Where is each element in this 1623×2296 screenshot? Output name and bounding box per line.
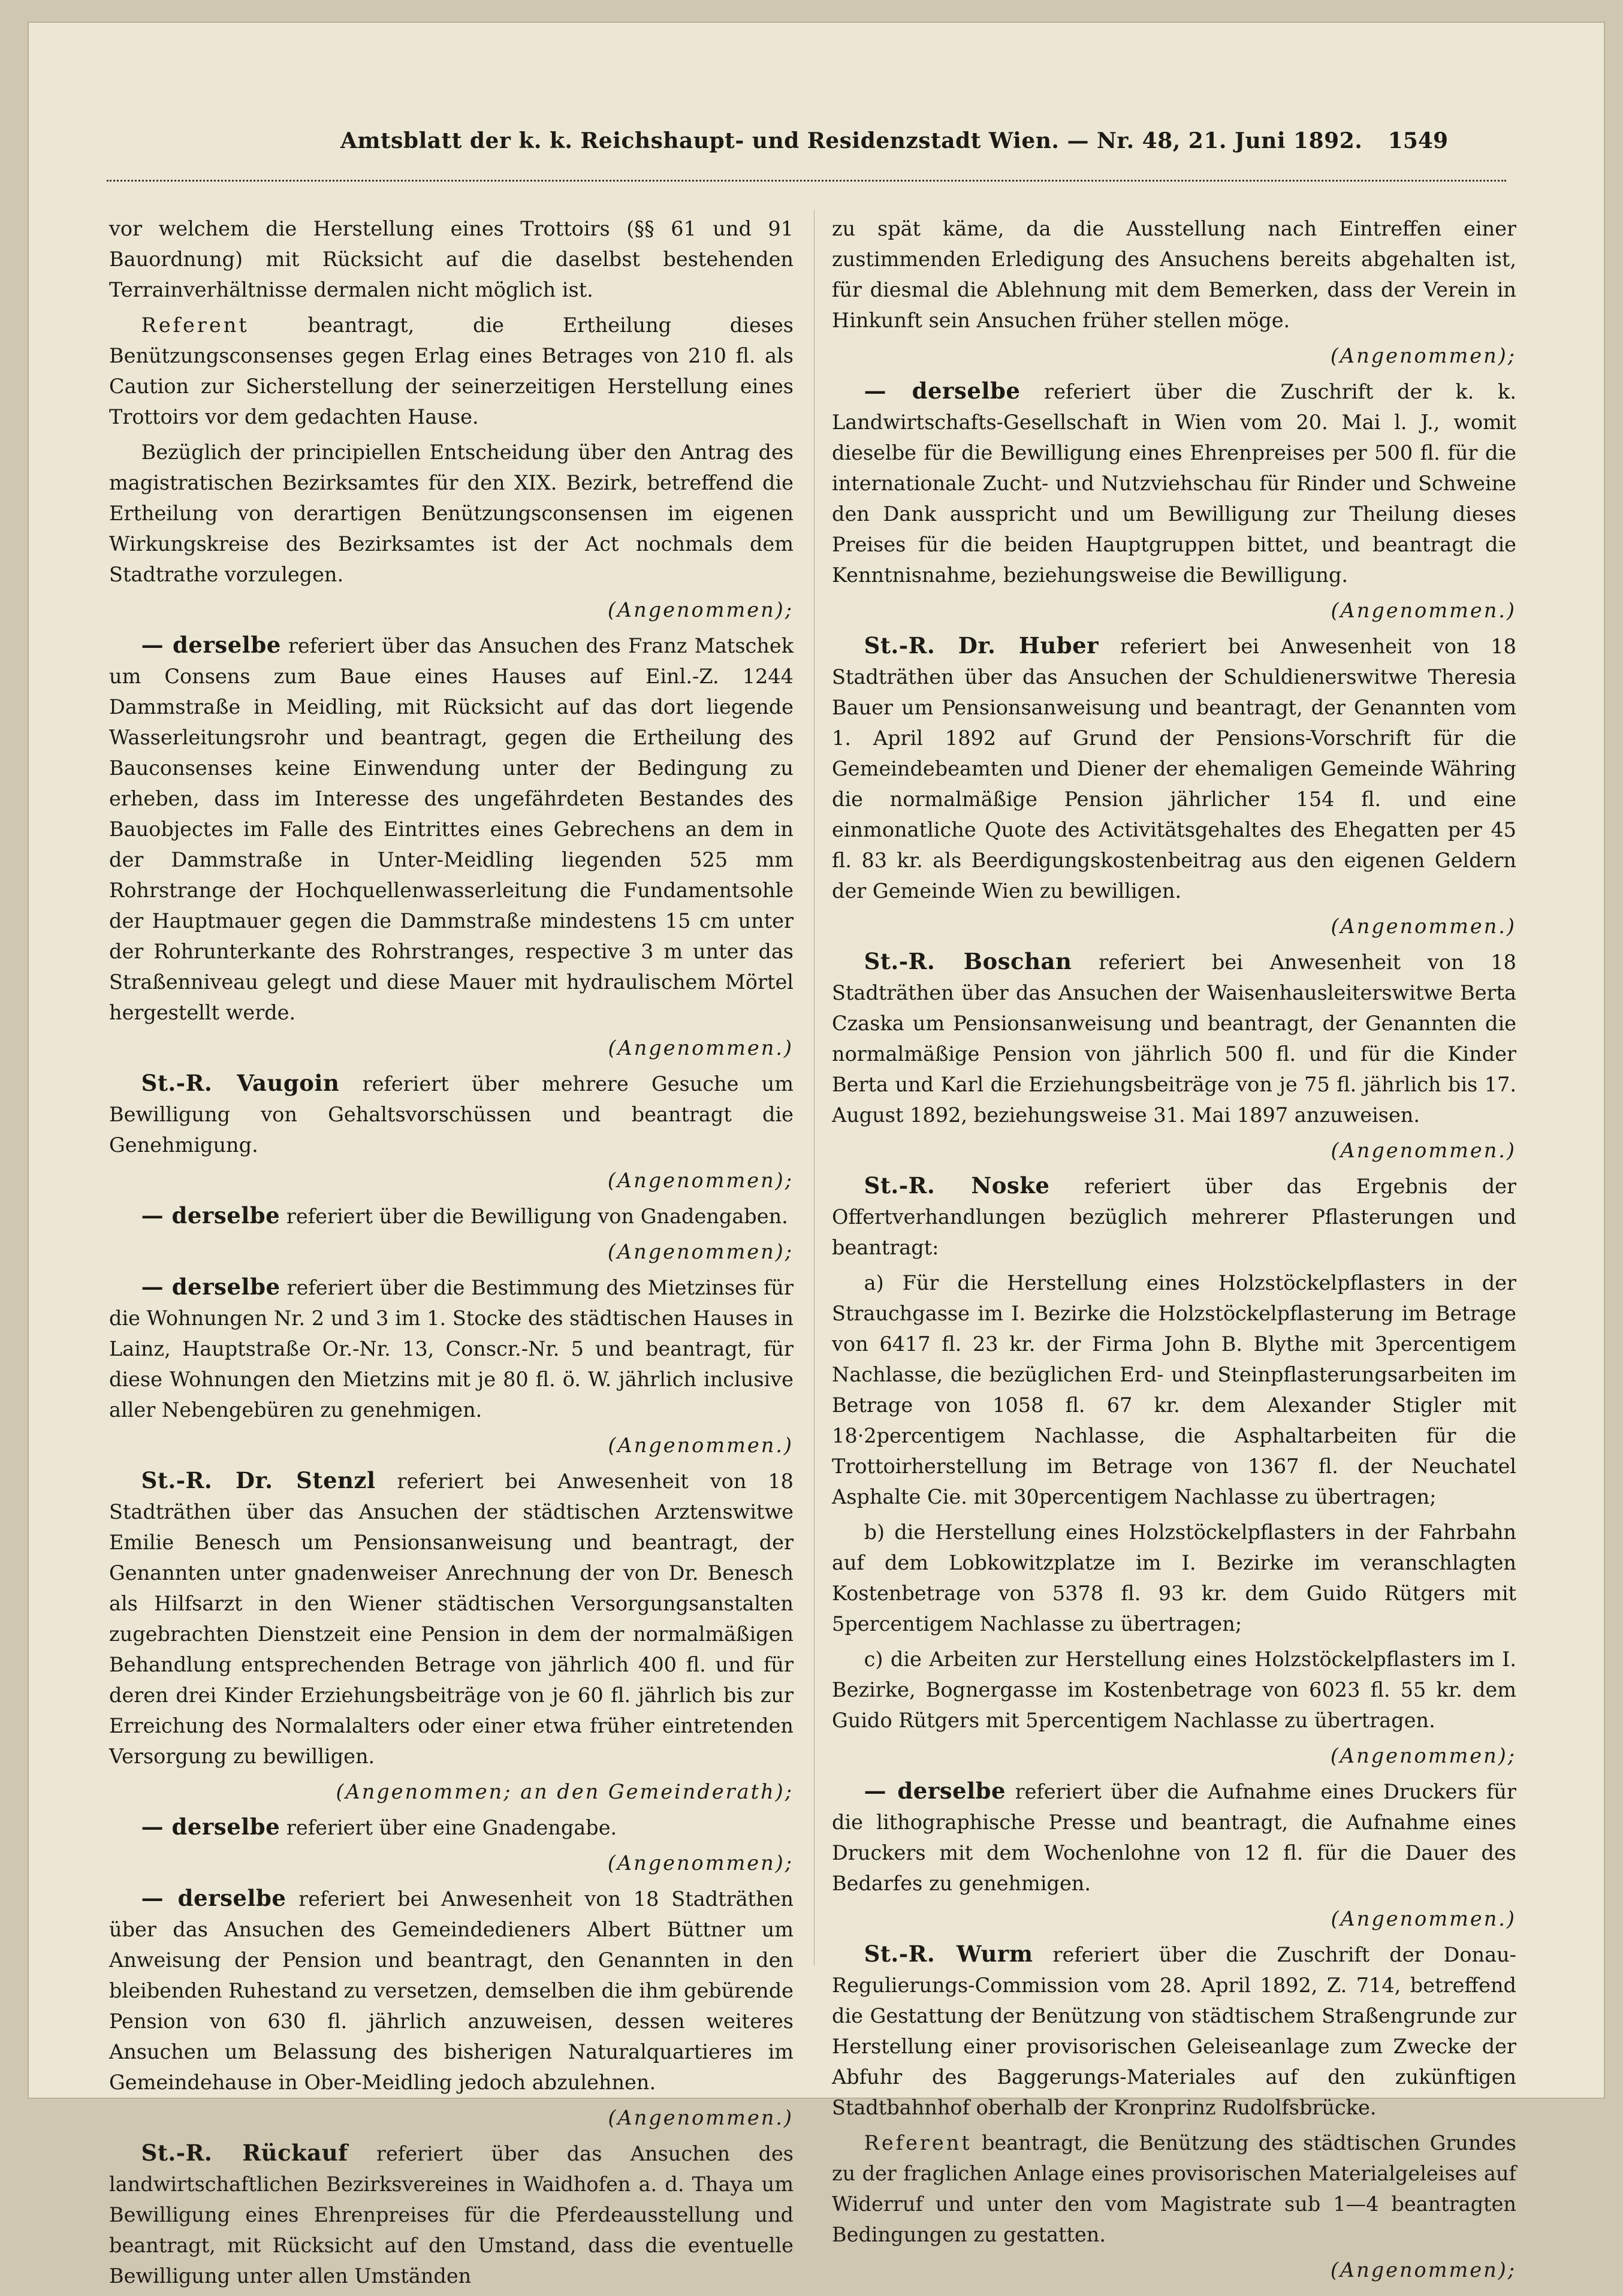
speaker-name: St.-R. Dr. Huber (864, 632, 1099, 659)
resolution-note: (Angenommen.) (1331, 915, 1516, 938)
running-title: Amtsblatt der k. k. Reichshaupt- und Residenzstadt Wien. — Nr. 48, 21. Juni 1892. (340, 128, 1363, 153)
resolution-note: (Angenommen.) (1331, 1139, 1516, 1162)
paragraph-text: referiert bei Anwesenheit von 18 Stadträthen über das Ansuchen des Gemeindedieners Albert Büttner um Anweisung der Pension und beantragt, den Genannten in den bleibenden Ruhestand zu versetzen, demselben die ihm gebürende Pension von 630 fl. jährlich anzuweisen, dessen weiteres Ansuchen um Belassung des bisherigen Naturalquartieres im Gemeindehause in Ober-Meidling jedoch abzulehnen. (109, 1887, 794, 2094)
speaker-name: — derselbe (141, 1202, 280, 1229)
resolution-note: (Angenommen.) (1331, 1907, 1516, 1930)
speaker-name: Referent (864, 2131, 972, 2155)
speaker-name: — derselbe (141, 1274, 280, 1300)
speaker-name: — derselbe (141, 632, 281, 658)
speaker-name: St.-R. Boschan (864, 948, 1072, 974)
paragraph-text: Bezüglich der principiellen Entscheidung über den Antrag des magistratischen Bezirksamtes für den XIX. Bezirk, betreffend die Ertheilung von derartigen Benützungsconsensen im eigenen Wirkungskreise des Bezirksamtes ist der Act nochmals dem Stadtrathe vorzulegen. (109, 441, 794, 586)
resolution-note: (Angenommen); (607, 1169, 794, 1192)
resolution-note: (Angenommen.) (608, 1036, 794, 1060)
paragraph-text: referiert über die Zuschrift der Donau-Regulierungs-Commission vom 28. April 1892, Z. 714, betreffend die Gestattung der Benützung von städtischem Straßengrunde zur Herstellung einer provisorischen Geleiseanlage zum Zwecke der Abfuhr des Baggerungs-Materiales auf den zukünftigen Stadtbahnhof oberhalb der Kronprinz Rudolfsbrücke. (832, 1943, 1516, 2119)
paragraph (109, 1812, 794, 1843)
resolution-note: (Angenommen.) (608, 1434, 794, 1457)
paragraph-text: referiert über die Zuschrift der k. k. Landwirtschafts-Gesellschaft in Wien vom 20. Mai l. J., womit dieselbe für die Bewilligung eines Ehrenpreises per 500 fl. für die internationale Zucht- und Nutzviehschau für Rinder und Schweine den Dank ausspricht und um Bewilligung zur Theilung dieses Preises für die beiden Hauptgruppen bittet, und beantragt die Kenntnisnahme, beziehungsweise die Bewilligung. (832, 380, 1517, 587)
paragraph-text: referiert über das Ansuchen des Franz Matschek um Consens zum Baue eines Hauses auf Einl.-Z. 1244 Dammstraße in Meidling, mit Rücksicht auf das dort liegende Wasserleitungsrohr und beantragt, gegen die Ertheilung des Bauconsenses keine Einwendung unter der Bedingung zu erheben, dass im Interesse des ungefährdeten Bestandes des Bauobjectes im Falle des Eintrittes eines Gebrechens an dem in der Dammstraße in Unter-Meidling liegenden 525 mm Rohrstrange der Hochquellenwasserleitung die Fundamentsohle der Hauptmauer gegen die Dammstraße mindestens 15 cm unter der Rohrunterkante des Rohrstranges, respective 3 m unter das Straßenniveau gelegt und diese Mauer mit hydraulischem Mörtel hergestellt werde. (109, 634, 794, 1024)
paragraph-text: referiert bei Anwesenheit von 18 Stadträthen über das Ansuchen der städtischen Arztenswitwe Emilie Benesch um Pensionsanweisung und beantragt, der Genannten unter gnadenweiser Anrechnung der von Dr. Benesch als Hilfsarzt in den Wiener städtischen Versorgungsanstalten zugebrachten Dienstzeit eine Pension in dem der normalmäßigen Behandlung entsprechenden Betrage von jährlich 400 fl. und für deren drei Kinder Erziehungsbeiträge von je 60 fl. jährlich bis zur Erreichung des Normalalters oder einer etwa früher eintretenden Versorgung zu bewilligen. (109, 1470, 794, 1768)
paragraph (832, 946, 1516, 1130)
right-column (832, 213, 1516, 2290)
resolution-note: (Angenommen.) (1331, 599, 1516, 622)
resolution-note: (Angenommen); (1330, 1744, 1516, 1767)
paragraph-text: a) Für die Herstellung eines Holzstöckelpflasters in der Strauchgasse im I. Bezirke die Holzstöckelpflasterung im Betrage von 6417 fl. 23 kr. der Firma John B. Blythe mit 3percentigem Nachlasse, die bezüglichen Erd- und Steinpflasterungsarbeiten im Betrage von 1058 fl. 67 kr. dem Alexander Stigler mit 18·2percentigem Nachlasse, die Asphaltarbeiten für die Trottoirherstellung im Betrage von 1367 fl. der Neuchatel Asphalte Cie. mit 30percentigem Nachlasse zu übertragen; (832, 1271, 1516, 1508)
paragraph (832, 376, 1516, 590)
paragraph (832, 213, 1516, 336)
paragraph-text: zu spät käme, da die Ausstellung nach Eintreffen einer zustimmenden Erledigung des Ansuchens bereits abgehalten ist, für diesmal die Ablehnung mit dem Bemerken, dass der Verein in Hinkunft sein Ansuchen früher stellen möge. (832, 217, 1516, 332)
paragraph-text: b) die Herstellung eines Holzstöckelpflasters in der Fahrbahn auf dem Lobkowitzplatze im I. Bezirke im veranschlagten Kostenbetrage von 5378 fl. 93 kr. dem Guido Rütgers mit 5percentigem Nachlasse zu übertragen; (832, 1520, 1516, 1636)
header-rule (107, 180, 1506, 182)
speaker-name: Referent (141, 313, 249, 337)
page-number: 1549 (1387, 128, 1448, 153)
speaker-name: — derselbe (141, 1885, 286, 1911)
speaker-name: St.-R. Noske (864, 1172, 1050, 1199)
paragraph-text: referiert über die Aufnahme eines Druckers für die lithographische Presse und beantragt, die Aufnahme eines Druckers mit dem Wochenlohne von 12 fl. für die Dauer des Bedarfes zu genehmigen. (832, 1780, 1516, 1895)
speaker-name: — derselbe (141, 1814, 280, 1840)
paragraph-text: vor welchem die Herstellung eines Trottoirs (§§ 61 und 91 Bauordnung) mit Rücksicht auf die daselbst bestehenden Terrainverhältnisse dermalen nicht möglich ist. (109, 217, 794, 301)
paragraph (832, 1644, 1516, 1736)
speaker-name: St.-R. Rückauf (141, 2140, 348, 2166)
resolution-note: (Angenommen); (1330, 344, 1516, 367)
resolution-note: (Angenommen); (1330, 2258, 1516, 2282)
resolution-note: (Angenommen; an den Gemeinderath); (336, 1780, 794, 1803)
paragraph (832, 1776, 1516, 1899)
paragraph (109, 630, 794, 1028)
paragraph-text: beantragt, die Ertheilung dieses Benützungsconsenses gegen Erlag eines Betrages von 210 fl. als Caution zur Sicherstellung der seinerzeitigen Herstellung eines Trottoirs vor dem gedachten Hause. (109, 313, 794, 429)
resolution-note: (Angenommen); (607, 598, 794, 621)
speaker-name: — derselbe (864, 1778, 1006, 1804)
paragraph-text: c) die Arbeiten zur Herstellung eines Holzstöckelpflasters im I. Bezirke, Bognergasse im Kostenbetrage von 6023 fl. 55 kr. dem Guido Rütgers mit 5percentigem Nachlasse zu übertragen. (832, 1648, 1516, 1732)
paragraph-text: referiert über das Ansuchen des landwirtschaftlichen Bezirksvereines in Waidhofen a. d. Thaya um Bewilligung eines Ehrenpreises für die Pferdeausstellung und beantragt, mit Rücksicht auf den Umstand, dass die eventuelle Bewilligung unter allen Umständen (109, 2142, 794, 2288)
paragraph (109, 1883, 794, 2098)
paragraph (109, 2138, 794, 2291)
speaker-name: — derselbe (864, 378, 1021, 404)
paragraph-text: referiert bei Anwesenheit von 18 Stadträthen über das Ansuchen der Schuldienerswitwe Theresia Bauer um Pensionsanweisung und beantragt, der Genannten vom 1. April 1892 auf Grund der Pensions-Vorschrift für die Gemeindebeamten und Diener der ehemaligen Gemeinde Währing die normalmäßige Pension jährlicher 154 fl. und eine einmonatliche Quote des Activitätsgehaltes des Ehegatten per 45 fl. 83 kr. als Beerdigungskostenbeitrag aus den eigenen Geldern der Gemeinde Wien zu bewilligen. (832, 635, 1516, 903)
paragraph-text: referiert bei Anwesenheit von 18 Stadträthen über das Ansuchen der Waisenhausleiterswitwe Berta Czaska um Pensionsanweisung und beantragt, der Genannten die normalmäßige Pension von jährlich 500 fl. und für die Kinder Berta und Karl die Erziehungsbeiträge von je 75 fl. jährlich bis 17. August 1892, beziehungsweise 31. Mai 1897 anzuweisen. (832, 951, 1516, 1127)
paragraph-text: referiert über mehrere Gesuche um Bewilligung von Gehaltsvorschüssen und beantragt die Genehmigung. (109, 1072, 794, 1157)
resolution-note: (Angenommen.) (608, 2106, 794, 2129)
resolution-note: (Angenommen); (607, 1851, 794, 1875)
paragraph (109, 310, 794, 432)
page-sheet (29, 23, 1604, 2288)
paragraph (832, 630, 1516, 906)
paragraph (109, 437, 794, 590)
left-column (109, 213, 794, 2296)
paragraph-text: referiert über die Bewilligung von Gnadengaben. (286, 1205, 788, 1228)
paragraph (109, 1272, 794, 1425)
paragraph-text: referiert über eine Gnadengabe. (286, 1816, 617, 1839)
paragraph (832, 1268, 1516, 1512)
paragraph (109, 1068, 794, 1160)
paragraph (832, 1517, 1516, 1639)
paragraph-text: beantragt, die Benützung des städtischen Grundes zu der fraglichen Anlage eines provisorischen Materialgeleises auf Widerruf und unter den vom Magistrate sub 1—4 beantragten Bedingungen zu gestatten. (832, 2131, 1516, 2246)
speaker-name: St.-R. Dr. Stenzl (141, 1467, 376, 1494)
paragraph (832, 2128, 1516, 2250)
paragraph (832, 1170, 1516, 1263)
paragraph-text: referiert über die Bestimmung des Mietzinses für die Wohnungen Nr. 2 und 3 im 1. Stocke des städtischen Hauses in Lainz, Hauptstraße Or.-Nr. 13, Conscr.-Nr. 5 und beantragt, für diese Wohnungen den Mietzins mit je 80 fl. ö. W. jährlich inclusive aller Nebengebüren zu genehmigen. (109, 1276, 794, 1422)
paragraph (832, 1939, 1516, 2123)
paragraph-text: referiert über das Ergebnis der Offertverhandlungen bezüglich mehrerer Pflasterungen und beantragt: (832, 1175, 1516, 1259)
resolution-note: (Angenommen); (607, 1240, 794, 1263)
speaker-name: St.-R. Vaugoin (141, 1070, 340, 1096)
speaker-name: St.-R. Wurm (864, 1941, 1033, 1967)
paragraph (109, 213, 794, 305)
paragraph (109, 1200, 794, 1232)
paragraph (109, 1465, 794, 1772)
